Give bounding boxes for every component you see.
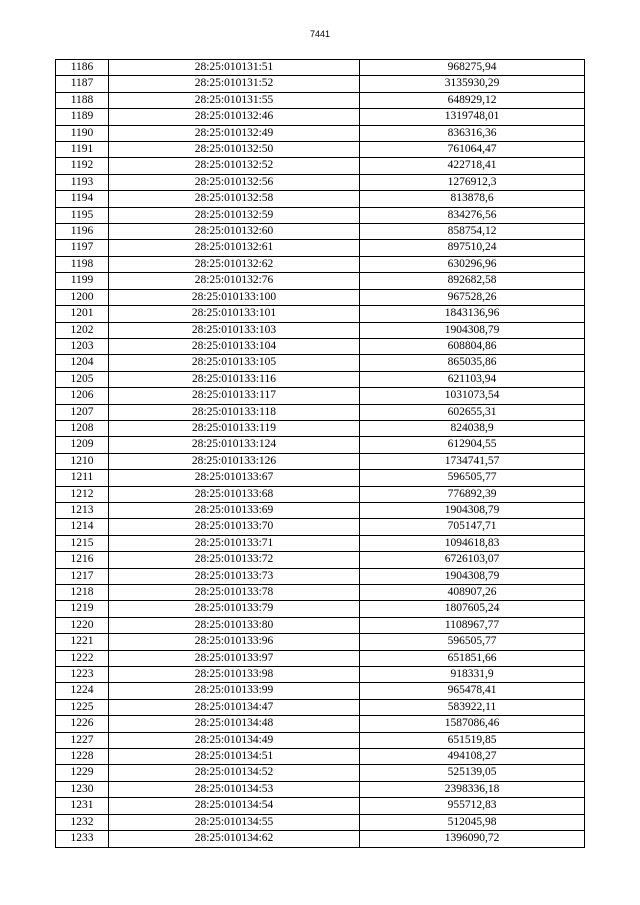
table-row bbox=[56, 535, 585, 551]
value-cell: 1904308,79 bbox=[360, 568, 585, 584]
value-cell: 776892,39 bbox=[360, 486, 585, 502]
table-row bbox=[56, 207, 585, 223]
value-cell: 651851,66 bbox=[360, 650, 585, 666]
value-cell: 858754,12 bbox=[360, 224, 585, 240]
value-cell: 621103,94 bbox=[360, 371, 585, 387]
cadastral-number-cell: 28:25:010132:61 bbox=[109, 240, 360, 256]
row-number-cell: 1193 bbox=[56, 174, 109, 190]
table-row bbox=[56, 109, 585, 125]
table-row bbox=[56, 191, 585, 207]
value-cell: 1276912,3 bbox=[360, 174, 585, 190]
table-row bbox=[56, 60, 585, 76]
row-number-cell: 1223 bbox=[56, 667, 109, 683]
table-row bbox=[56, 470, 585, 486]
table-row bbox=[56, 92, 585, 108]
table-row bbox=[56, 617, 585, 633]
row-number-cell: 1233 bbox=[56, 831, 109, 847]
cadastral-number-cell: 28:25:010132:52 bbox=[109, 158, 360, 174]
table-row bbox=[56, 158, 585, 174]
table-row bbox=[56, 601, 585, 617]
value-cell: 967528,26 bbox=[360, 289, 585, 305]
row-number-cell: 1207 bbox=[56, 404, 109, 420]
value-cell: 512045,98 bbox=[360, 814, 585, 830]
table-row bbox=[56, 125, 585, 141]
cadastral-number-cell: 28:25:010133:119 bbox=[109, 420, 360, 436]
row-number-cell: 1191 bbox=[56, 142, 109, 158]
value-cell: 1807605,24 bbox=[360, 601, 585, 617]
row-number-cell: 1210 bbox=[56, 453, 109, 469]
row-number-cell: 1195 bbox=[56, 207, 109, 223]
row-number-cell: 1199 bbox=[56, 273, 109, 289]
row-number-cell: 1222 bbox=[56, 650, 109, 666]
cadastral-number-cell: 28:25:010133:126 bbox=[109, 453, 360, 469]
table-row bbox=[56, 585, 585, 601]
table-row bbox=[56, 634, 585, 650]
row-number-cell: 1192 bbox=[56, 158, 109, 174]
table-row bbox=[56, 650, 585, 666]
cadastral-number-cell: 28:25:010133:69 bbox=[109, 502, 360, 518]
cadastral-number-cell: 28:25:010134:51 bbox=[109, 749, 360, 765]
row-number-cell: 1188 bbox=[56, 92, 109, 108]
cadastral-number-cell: 28:25:010133:97 bbox=[109, 650, 360, 666]
table-row bbox=[56, 831, 585, 847]
table-row bbox=[56, 437, 585, 453]
row-number-cell: 1229 bbox=[56, 765, 109, 781]
value-cell: 1904308,79 bbox=[360, 322, 585, 338]
value-cell: 608804,86 bbox=[360, 338, 585, 354]
cadastral-number-cell: 28:25:010133:117 bbox=[109, 388, 360, 404]
value-cell: 1587086,46 bbox=[360, 716, 585, 732]
cadastral-value-table bbox=[55, 59, 585, 848]
value-cell: 2398336,18 bbox=[360, 781, 585, 797]
row-number-cell: 1216 bbox=[56, 552, 109, 568]
value-cell: 1094618,83 bbox=[360, 535, 585, 551]
cadastral-number-cell: 28:25:010132:49 bbox=[109, 125, 360, 141]
cadastral-number-cell: 28:25:010132:59 bbox=[109, 207, 360, 223]
table-row bbox=[56, 519, 585, 535]
row-number-cell: 1231 bbox=[56, 798, 109, 814]
row-number-cell: 1224 bbox=[56, 683, 109, 699]
value-cell: 965478,41 bbox=[360, 683, 585, 699]
cadastral-number-cell: 28:25:010133:73 bbox=[109, 568, 360, 584]
cadastral-number-cell: 28:25:010133:99 bbox=[109, 683, 360, 699]
table-row bbox=[56, 781, 585, 797]
cadastral-number-cell: 28:25:010133:68 bbox=[109, 486, 360, 502]
row-number-cell: 1217 bbox=[56, 568, 109, 584]
table-row bbox=[56, 256, 585, 272]
value-cell: 6726103,07 bbox=[360, 552, 585, 568]
row-number-cell: 1190 bbox=[56, 125, 109, 141]
row-number-cell: 1194 bbox=[56, 191, 109, 207]
value-cell: 596505,77 bbox=[360, 470, 585, 486]
table-row bbox=[56, 667, 585, 683]
cadastral-number-cell: 28:25:010133:105 bbox=[109, 355, 360, 371]
cadastral-number-cell: 28:25:010132:46 bbox=[109, 109, 360, 125]
cadastral-number-cell: 28:25:010133:72 bbox=[109, 552, 360, 568]
cadastral-number-cell: 28:25:010133:104 bbox=[109, 338, 360, 354]
row-number-cell: 1211 bbox=[56, 470, 109, 486]
cadastral-number-cell: 28:25:010134:54 bbox=[109, 798, 360, 814]
value-cell: 1734741,57 bbox=[360, 453, 585, 469]
table-row bbox=[56, 502, 585, 518]
table-row bbox=[56, 765, 585, 781]
cadastral-number-cell: 28:25:010134:48 bbox=[109, 716, 360, 732]
value-cell: 3135930,29 bbox=[360, 76, 585, 92]
cadastral-number-cell: 28:25:010133:118 bbox=[109, 404, 360, 420]
cadastral-number-cell: 28:25:010133:79 bbox=[109, 601, 360, 617]
cadastral-number-cell: 28:25:010133:124 bbox=[109, 437, 360, 453]
table-row bbox=[56, 699, 585, 715]
cadastral-number-cell: 28:25:010134:55 bbox=[109, 814, 360, 830]
row-number-cell: 1227 bbox=[56, 732, 109, 748]
table-row bbox=[56, 322, 585, 338]
table-row bbox=[56, 273, 585, 289]
row-number-cell: 1197 bbox=[56, 240, 109, 256]
table-row bbox=[56, 289, 585, 305]
row-number-cell: 1213 bbox=[56, 502, 109, 518]
cadastral-number-cell: 28:25:010133:70 bbox=[109, 519, 360, 535]
value-cell: 630296,96 bbox=[360, 256, 585, 272]
cadastral-number-cell: 28:25:010131:55 bbox=[109, 92, 360, 108]
row-number-cell: 1226 bbox=[56, 716, 109, 732]
value-cell: 525139,05 bbox=[360, 765, 585, 781]
cadastral-number-cell: 28:25:010132:76 bbox=[109, 273, 360, 289]
row-number-cell: 1218 bbox=[56, 585, 109, 601]
cadastral-number-cell: 28:25:010132:62 bbox=[109, 256, 360, 272]
row-number-cell: 1200 bbox=[56, 289, 109, 305]
value-cell: 1904308,79 bbox=[360, 502, 585, 518]
table-row bbox=[56, 338, 585, 354]
value-cell: 865035,86 bbox=[360, 355, 585, 371]
cadastral-number-cell: 28:25:010134:52 bbox=[109, 765, 360, 781]
row-number-cell: 1220 bbox=[56, 617, 109, 633]
table-row bbox=[56, 174, 585, 190]
table-row bbox=[56, 716, 585, 732]
cadastral-number-cell: 28:25:010133:116 bbox=[109, 371, 360, 387]
table-row bbox=[56, 388, 585, 404]
row-number-cell: 1198 bbox=[56, 256, 109, 272]
cadastral-number-cell: 28:25:010132:50 bbox=[109, 142, 360, 158]
row-number-cell: 1215 bbox=[56, 535, 109, 551]
cadastral-number-cell: 28:25:010131:51 bbox=[109, 60, 360, 76]
table-row bbox=[56, 240, 585, 256]
cadastral-number-cell: 28:25:010134:53 bbox=[109, 781, 360, 797]
row-number-cell: 1209 bbox=[56, 437, 109, 453]
table-row bbox=[56, 306, 585, 322]
row-number-cell: 1228 bbox=[56, 749, 109, 765]
table-row bbox=[56, 486, 585, 502]
row-number-cell: 1214 bbox=[56, 519, 109, 535]
row-number-cell: 1204 bbox=[56, 355, 109, 371]
table-row bbox=[56, 404, 585, 420]
cadastral-number-cell: 28:25:010133:96 bbox=[109, 634, 360, 650]
cadastral-number-cell: 28:25:010134:47 bbox=[109, 699, 360, 715]
row-number-cell: 1205 bbox=[56, 371, 109, 387]
page-number: 7441 bbox=[309, 29, 331, 39]
table-row bbox=[56, 453, 585, 469]
value-cell: 1108967,77 bbox=[360, 617, 585, 633]
value-cell: 897510,24 bbox=[360, 240, 585, 256]
row-number-cell: 1219 bbox=[56, 601, 109, 617]
table-row bbox=[56, 798, 585, 814]
value-cell: 612904,55 bbox=[360, 437, 585, 453]
cadastral-number-cell: 28:25:010132:58 bbox=[109, 191, 360, 207]
row-number-cell: 1230 bbox=[56, 781, 109, 797]
table-row bbox=[56, 355, 585, 371]
value-cell: 583922,11 bbox=[360, 699, 585, 715]
row-number-cell: 1208 bbox=[56, 420, 109, 436]
row-number-cell: 1196 bbox=[56, 224, 109, 240]
table-body bbox=[56, 60, 585, 848]
cadastral-number-cell: 28:25:010134:49 bbox=[109, 732, 360, 748]
row-number-cell: 1187 bbox=[56, 76, 109, 92]
cadastral-number-cell: 28:25:010132:60 bbox=[109, 224, 360, 240]
cadastral-number-cell: 28:25:010133:103 bbox=[109, 322, 360, 338]
value-cell: 813878,6 bbox=[360, 191, 585, 207]
cadastral-number-cell: 28:25:010133:67 bbox=[109, 470, 360, 486]
value-cell: 494108,27 bbox=[360, 749, 585, 765]
table-row bbox=[56, 420, 585, 436]
value-cell: 918331,9 bbox=[360, 667, 585, 683]
value-cell: 602655,31 bbox=[360, 404, 585, 420]
value-cell: 1843136,96 bbox=[360, 306, 585, 322]
table-row bbox=[56, 76, 585, 92]
cadastral-number-cell: 28:25:010134:62 bbox=[109, 831, 360, 847]
value-cell: 596505,77 bbox=[360, 634, 585, 650]
row-number-cell: 1202 bbox=[56, 322, 109, 338]
cadastral-number-cell: 28:25:010133:78 bbox=[109, 585, 360, 601]
row-number-cell: 1212 bbox=[56, 486, 109, 502]
value-cell: 892682,58 bbox=[360, 273, 585, 289]
cadastral-number-cell: 28:25:010133:98 bbox=[109, 667, 360, 683]
value-cell: 705147,71 bbox=[360, 519, 585, 535]
row-number-cell: 1221 bbox=[56, 634, 109, 650]
value-cell: 824038,9 bbox=[360, 420, 585, 436]
row-number-cell: 1225 bbox=[56, 699, 109, 715]
table-row bbox=[56, 552, 585, 568]
cadastral-number-cell: 28:25:010133:100 bbox=[109, 289, 360, 305]
value-cell: 834276,56 bbox=[360, 207, 585, 223]
value-cell: 408907,26 bbox=[360, 585, 585, 601]
value-cell: 651519,85 bbox=[360, 732, 585, 748]
table-row bbox=[56, 749, 585, 765]
value-cell: 648929,12 bbox=[360, 92, 585, 108]
value-cell: 836316,36 bbox=[360, 125, 585, 141]
row-number-cell: 1189 bbox=[56, 109, 109, 125]
cadastral-number-cell: 28:25:010131:52 bbox=[109, 76, 360, 92]
cadastral-number-cell: 28:25:010132:56 bbox=[109, 174, 360, 190]
table-row bbox=[56, 683, 585, 699]
table-row bbox=[56, 142, 585, 158]
cadastral-number-cell: 28:25:010133:101 bbox=[109, 306, 360, 322]
value-cell: 422718,41 bbox=[360, 158, 585, 174]
value-cell: 761064,47 bbox=[360, 142, 585, 158]
cadastral-number-cell: 28:25:010133:71 bbox=[109, 535, 360, 551]
row-number-cell: 1203 bbox=[56, 338, 109, 354]
table-row bbox=[56, 732, 585, 748]
value-cell: 1396090,72 bbox=[360, 831, 585, 847]
row-number-cell: 1201 bbox=[56, 306, 109, 322]
table-row bbox=[56, 371, 585, 387]
table-row bbox=[56, 224, 585, 240]
value-cell: 1319748,01 bbox=[360, 109, 585, 125]
table-row bbox=[56, 814, 585, 830]
row-number-cell: 1186 bbox=[56, 60, 109, 76]
table-row bbox=[56, 568, 585, 584]
row-number-cell: 1206 bbox=[56, 388, 109, 404]
row-number-cell: 1232 bbox=[56, 814, 109, 830]
value-cell: 955712,83 bbox=[360, 798, 585, 814]
value-cell: 968275,94 bbox=[360, 60, 585, 76]
cadastral-number-cell: 28:25:010133:80 bbox=[109, 617, 360, 633]
value-cell: 1031073,54 bbox=[360, 388, 585, 404]
